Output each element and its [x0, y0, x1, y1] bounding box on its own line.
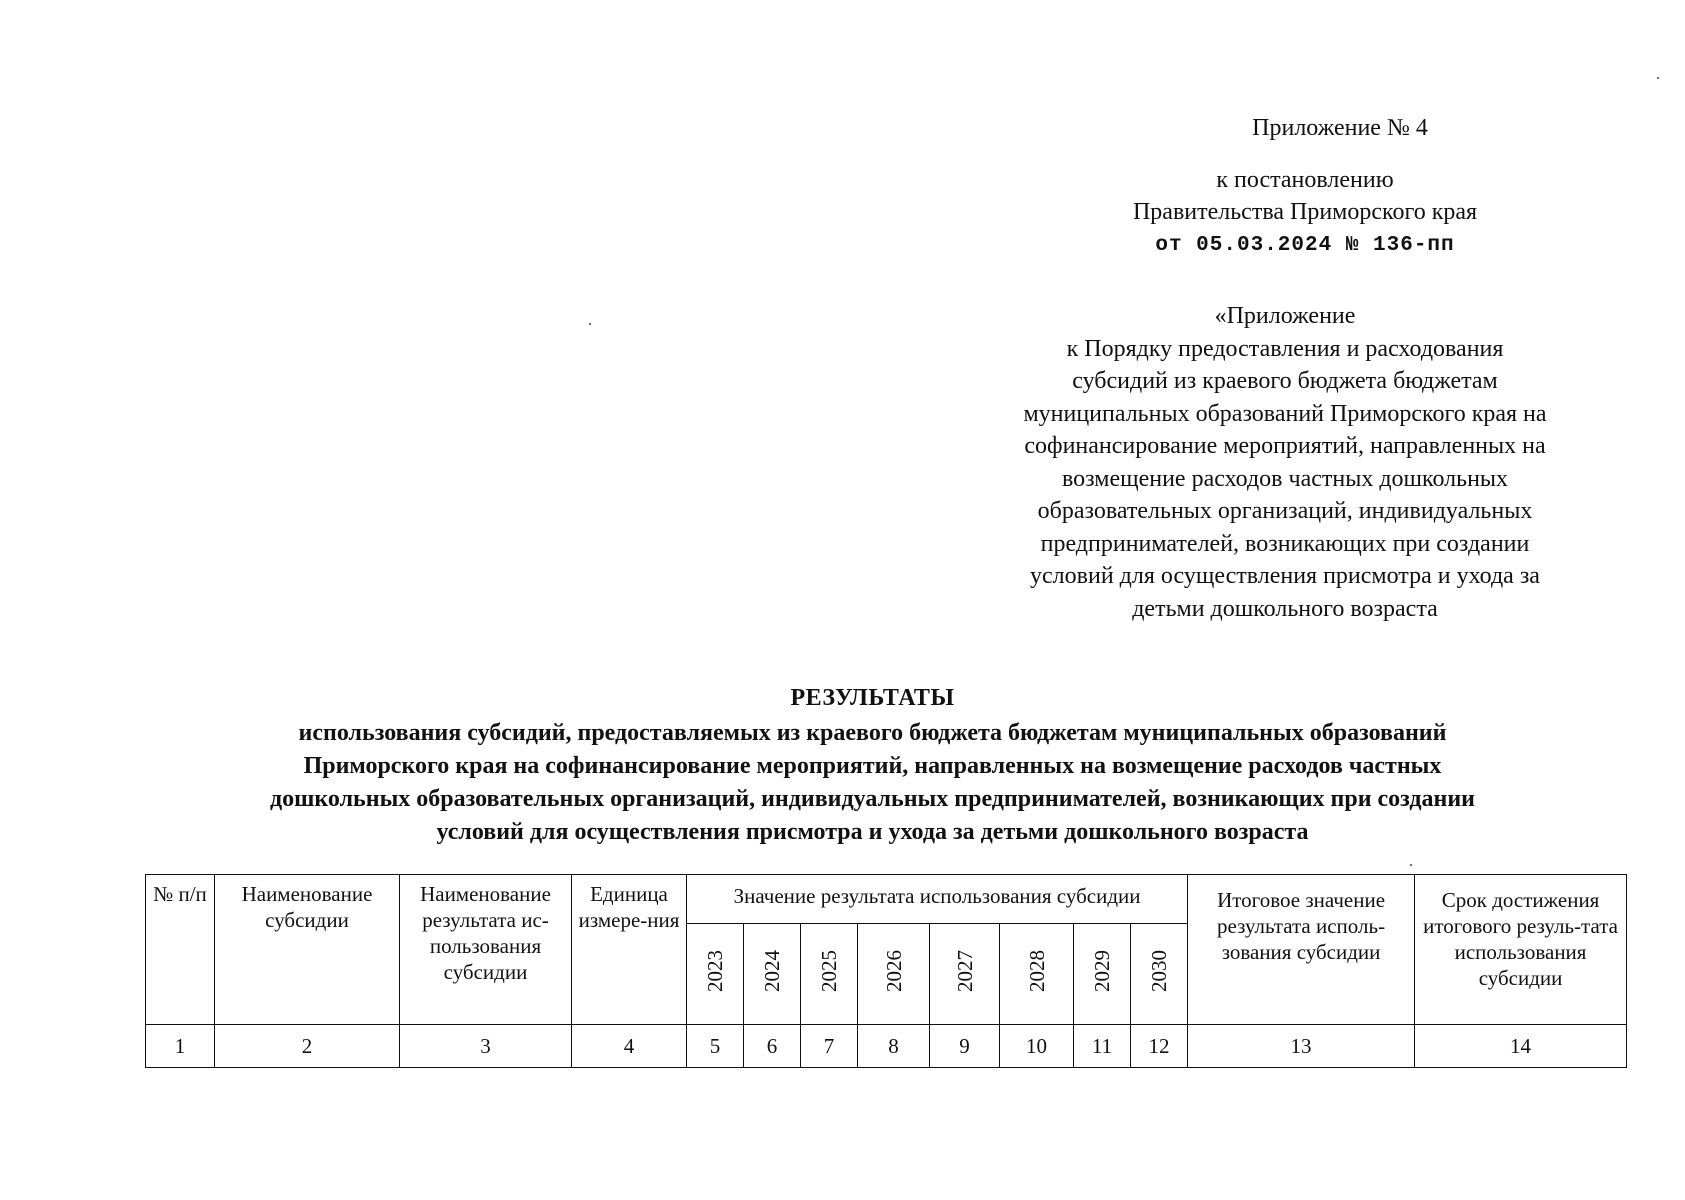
header-year [930, 924, 1000, 1025]
header-year [1131, 924, 1188, 1025]
decree-date-number-stamp: от 05.03.2024 № 136-пп [1155, 234, 1455, 257]
column-number: 3 [400, 1025, 572, 1068]
order-annex-line: «Приложение [1214, 303, 1356, 329]
table-header-row [146, 875, 1627, 924]
header-subsidy-name: Наименование субсидии [215, 875, 400, 1025]
year-label: 2027 [952, 950, 977, 992]
column-number: 9 [930, 1025, 1000, 1068]
column-number: 5 [687, 1025, 744, 1068]
column-numbers-row [146, 1025, 1627, 1068]
column-number: 6 [744, 1025, 801, 1068]
header-year [801, 924, 858, 1025]
order-annex-line: возмещение расходов частных дошкольных [1061, 465, 1509, 492]
scan-speck [1657, 77, 1659, 79]
column-number: 7 [801, 1025, 858, 1068]
order-annex-line: субсидий из краевого бюджета бюджетам [1072, 368, 1498, 394]
header-values-group: Значение результата использования субсидии [687, 875, 1188, 924]
title-line: использования субсидий, предоставляемых из краевого бюджета бюджетам муниципальных образований [298, 720, 1447, 746]
document-title [100, 682, 1645, 849]
header-unit: Единица измере-ния [572, 875, 687, 1025]
year-label: 2028 [1024, 950, 1049, 992]
column-number: 12 [1131, 1025, 1188, 1068]
order-annex-line: предпринимателей, возникающих при создании [1040, 530, 1530, 557]
to-decree-line: к постановлению [1216, 167, 1394, 193]
results-table [145, 874, 1627, 1068]
year-label: 2026 [881, 950, 906, 992]
column-number: 8 [858, 1025, 930, 1068]
year-label: 2030 [1147, 950, 1172, 992]
scan-speck [1410, 864, 1412, 866]
title-heading: РЕЗУЛЬТАТЫ [790, 685, 955, 711]
header-year [1074, 924, 1131, 1025]
order-annex-line: условий для осуществления присмотра и ухода за [1030, 563, 1540, 589]
column-number: 14 [1415, 1025, 1627, 1068]
order-annex-line: софинансирование мероприятий, направленных на [1024, 433, 1546, 459]
column-number: 1 [146, 1025, 215, 1068]
year-label: 2024 [760, 950, 784, 992]
order-annex-line: детьми дошкольного возраста [1132, 595, 1438, 622]
header-result-name: Наименование результата ис-пользования субсидии [400, 875, 572, 1025]
column-number: 2 [215, 1025, 400, 1068]
title-line: дошкольных образовательных организаций, индивидуальных предпринимателей, возникающих при создании [269, 786, 1476, 812]
order-annex-line: образовательных организаций, индивидуальных [1037, 498, 1533, 524]
header-final-value: Итоговое значение результата исполь-зования субсидии [1188, 875, 1415, 1025]
column-number: 13 [1188, 1025, 1415, 1068]
column-number: 11 [1074, 1025, 1131, 1068]
header-year [858, 924, 930, 1025]
header-num: № п/п [146, 875, 215, 1025]
title-line: Приморского края на софинансирование мероприятий, направленных на возмещение расходов частных [303, 753, 1442, 779]
header-deadline: Срок достижения итогового резуль-тата использования субсидии [1415, 875, 1627, 1025]
header-year [744, 924, 801, 1025]
order-annex-line: муниципальных образований Приморского края на [1023, 400, 1547, 427]
government-line: Правительства Приморского края [1132, 199, 1478, 225]
year-label: 2023 [703, 950, 727, 992]
scan-speck [589, 323, 591, 325]
appendix-number: Приложение № 4 [1252, 115, 1428, 141]
order-annex-line: к Порядку предоставления и расходования [1066, 335, 1504, 362]
column-number: 10 [1000, 1025, 1074, 1068]
header-year [1000, 924, 1074, 1025]
title-line: условий для осуществления присмотра и ухода за детьми дошкольного возраста [436, 819, 1309, 845]
column-number: 4 [572, 1025, 687, 1068]
header-year [687, 924, 744, 1025]
year-label: 2025 [817, 950, 841, 992]
order-annex-block [960, 300, 1610, 625]
year-label: 2029 [1090, 950, 1114, 992]
